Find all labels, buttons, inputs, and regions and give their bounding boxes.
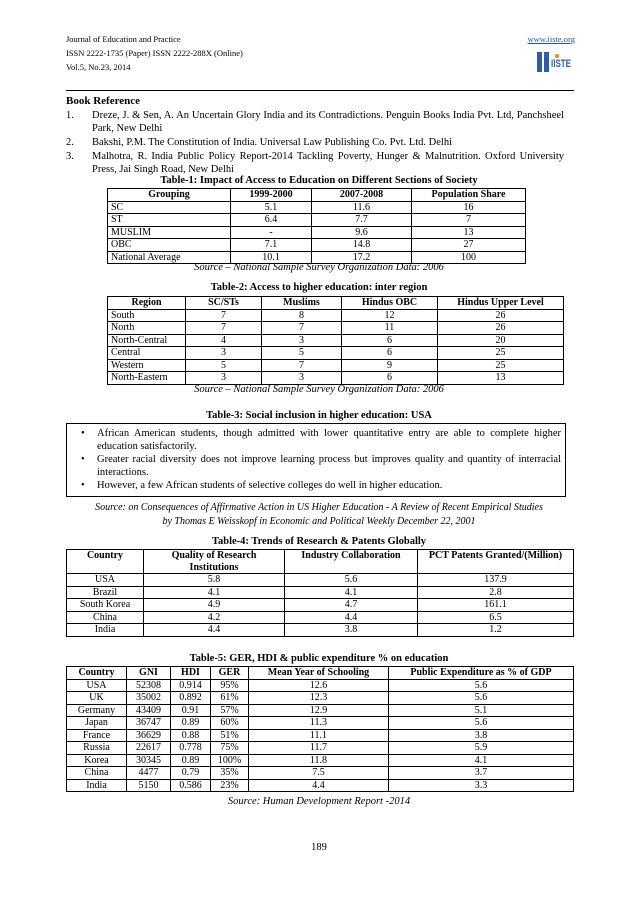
table-cell: 5.6 [285, 574, 418, 587]
column-header: Mean Year of Schooling [249, 667, 389, 680]
table5-caption: Table-5: GER, HDI & public expenditure % on education [189, 653, 449, 664]
bullet-icon: • [81, 454, 85, 465]
table-cell: 100 [412, 251, 526, 264]
table-row [108, 322, 564, 335]
column-header: Country [67, 667, 127, 680]
column-header: Hindus OBC [342, 297, 438, 310]
table-cell: 3.8 [389, 729, 574, 742]
issn-line: ISSN 2222-1735 (Paper) ISSN 2222-288X (Online) [66, 48, 243, 58]
table-row [67, 717, 574, 730]
table-cell: Korea [67, 754, 127, 767]
table-cell: Central [108, 347, 186, 360]
table-cell: 9 [342, 359, 438, 372]
table-cell: 7 [186, 309, 262, 322]
bullet-icon: • [81, 428, 85, 439]
iiste-logo [535, 50, 573, 74]
table2 [107, 296, 564, 385]
table-row [108, 334, 564, 347]
table-cell: 5.1 [231, 201, 312, 214]
column-header: SC/STs [186, 297, 262, 310]
table-cell: 27 [412, 239, 526, 252]
list-item-text: Greater racial diversity does not improve learning process but improves quality and quantity of interracial interactions. [97, 454, 561, 478]
table-cell: 3.3 [389, 779, 574, 792]
table-cell: 161.1 [418, 599, 574, 612]
column-header: GNI [127, 667, 171, 680]
table-cell: 0.89 [171, 717, 211, 730]
table-row [67, 624, 574, 637]
column-header: Country [67, 550, 144, 574]
table-cell: 16 [412, 201, 526, 214]
table-cell: 4.7 [285, 599, 418, 612]
reference-item [66, 109, 564, 135]
table-cell: India [67, 624, 144, 637]
table-cell: 100% [211, 754, 249, 767]
list-item [67, 453, 565, 479]
table-cell: 0.89 [171, 754, 211, 767]
list-item-text: However, a few African students of selective colleges do well in higher education. [97, 480, 443, 491]
table-cell: Germany [67, 704, 127, 717]
reference-number: 3. [66, 151, 74, 162]
table-cell: 61% [211, 692, 249, 705]
table-cell: 4.4 [249, 779, 389, 792]
table2-caption: Table-2: Access to higher education: inter region [210, 282, 428, 293]
table3-box [66, 423, 566, 497]
table-cell: North-Central [108, 334, 186, 347]
table-cell: 3 [186, 372, 262, 385]
table-cell: 137.9 [418, 574, 574, 587]
table-cell: 5.6 [389, 679, 574, 692]
table-cell: 6 [342, 334, 438, 347]
table-cell: 4477 [127, 767, 171, 780]
column-header: 2007-2008 [312, 189, 412, 202]
list-item [67, 427, 565, 453]
table5 [66, 666, 574, 792]
table1-source: Source – National Sample Survey Organization Data: 2006 [194, 262, 444, 273]
list-item-text: African American students, though admitted with lower quantitative entry are able to complete higher education satisfactorily. [97, 428, 561, 452]
table-cell: India [67, 779, 127, 792]
table-cell: Japan [67, 717, 127, 730]
table-row [67, 754, 574, 767]
table-cell: OBC [108, 239, 231, 252]
reference-item [66, 136, 564, 149]
table-cell: USA [67, 679, 127, 692]
table-cell: 6 [342, 372, 438, 385]
table-row [108, 359, 564, 372]
table-header-row [108, 189, 526, 202]
table-cell: 0.778 [171, 742, 211, 755]
table-cell: Western [108, 359, 186, 372]
table-cell: 52308 [127, 679, 171, 692]
column-header: Quality of Research Institutions [144, 550, 285, 574]
column-header: Population Share [412, 189, 526, 202]
table-cell: 60% [211, 717, 249, 730]
table-cell: 26 [438, 309, 564, 322]
table-cell: 6.4 [231, 214, 312, 227]
table-cell: 11.6 [312, 201, 412, 214]
table-cell: 5.1 [389, 704, 574, 717]
table-cell: - [231, 226, 312, 239]
column-header: Hindus Upper Level [438, 297, 564, 310]
table-cell: 7.1 [231, 239, 312, 252]
table-cell: 6 [342, 347, 438, 360]
volume-line: Vol.5, No.23, 2014 [66, 62, 131, 72]
table-row [67, 767, 574, 780]
table-cell: UK [67, 692, 127, 705]
column-header: Public Expenditure as % of GDP [389, 667, 574, 680]
table-cell: 3 [262, 372, 342, 385]
table-cell: China [67, 611, 144, 624]
reference-text: Dreze, J. & Sen, A. An Uncertain Glory India and its Contradictions. Penguin Books India Pvt. Ltd, Panchsheel Park, New Delhi [92, 110, 564, 134]
table-cell: 36629 [127, 729, 171, 742]
table-cell: 35002 [127, 692, 171, 705]
table-cell: Russia [67, 742, 127, 755]
table-row [108, 372, 564, 385]
table-cell: 11.3 [249, 717, 389, 730]
table-cell: 5.8 [144, 574, 285, 587]
table-cell: 4.1 [144, 586, 285, 599]
table-cell: 3.7 [389, 767, 574, 780]
column-header: Industry Collaboration [285, 550, 418, 574]
table-row [108, 201, 526, 214]
table-cell: 75% [211, 742, 249, 755]
table-cell: 51% [211, 729, 249, 742]
table-cell: 11.8 [249, 754, 389, 767]
table-cell: Brazil [67, 586, 144, 599]
table-cell: 0.79 [171, 767, 211, 780]
table-row [67, 599, 574, 612]
table-cell: SC [108, 201, 231, 214]
table-cell: USA [67, 574, 144, 587]
table-row [67, 586, 574, 599]
table-cell: 23% [211, 779, 249, 792]
table-row [108, 239, 526, 252]
table1-caption: Table-1: Impact of Access to Education on Different Sections of Society [160, 175, 478, 186]
table-cell: 3.8 [285, 624, 418, 637]
table-cell: MUSLIM [108, 226, 231, 239]
table-cell: 95% [211, 679, 249, 692]
table-cell: 11.1 [249, 729, 389, 742]
table-cell: 17.2 [312, 251, 412, 264]
table-cell: 0.586 [171, 779, 211, 792]
column-header: PCT Patents Granted/(Million) [418, 550, 574, 574]
book-reference-heading: Book Reference [66, 95, 141, 107]
table3-caption: Table-3: Social inclusion in higher education: USA [206, 410, 432, 421]
table-header-row [108, 297, 564, 310]
table-cell: National Average [108, 251, 231, 264]
table-cell: 6.5 [418, 611, 574, 624]
table3-source-line1: Source: on Consequences of Affirmative Action in US Higher Education - A Review of Recent Empirical Studies [95, 502, 543, 513]
table-cell: 13 [438, 372, 564, 385]
table-cell: 57% [211, 704, 249, 717]
table-cell: 7 [186, 322, 262, 335]
table-cell: 26 [438, 322, 564, 335]
table-cell: 2.8 [418, 586, 574, 599]
table5-source: Source: Human Development Report -2014 [227, 796, 411, 807]
reference-number: 1. [66, 110, 74, 121]
table-cell: 7.7 [312, 214, 412, 227]
table-cell: 4.1 [285, 586, 418, 599]
table-cell: 12.6 [249, 679, 389, 692]
table-cell: 5.6 [389, 692, 574, 705]
reference-text: Bakshi, P.M. The Constitution of India. Universal Law Publishing Co. Pvt. Ltd. Delhi [92, 137, 453, 148]
reference-item [66, 150, 564, 176]
table-cell: 7 [262, 322, 342, 335]
column-header: Region [108, 297, 186, 310]
table-cell: South [108, 309, 186, 322]
table-cell: 4.4 [285, 611, 418, 624]
table-row [108, 226, 526, 239]
table-cell: 10.1 [231, 251, 312, 264]
reference-number: 2. [66, 137, 74, 148]
column-header: Muslims [262, 297, 342, 310]
table-row [67, 729, 574, 742]
table-row [67, 692, 574, 705]
table-row [108, 214, 526, 227]
table-cell: 3 [186, 347, 262, 360]
reference-text: Malhotra, R. India Public Policy Report-2014 Tackling Poverty, Hunger & Malnutrition. Oxford University Press, Jai Singh Road, New Delhi [92, 151, 564, 175]
table-cell: 22617 [127, 742, 171, 755]
column-header: HDI [171, 667, 211, 680]
table1 [107, 188, 526, 264]
table-cell: 11 [342, 322, 438, 335]
table-cell: 25 [438, 347, 564, 360]
table-cell: 4.9 [144, 599, 285, 612]
table-cell: South Korea [67, 599, 144, 612]
journal-url-link[interactable]: www.iiste.org [527, 34, 575, 44]
table-cell: 0.892 [171, 692, 211, 705]
table-row [108, 309, 564, 322]
table-cell: 12.3 [249, 692, 389, 705]
table-cell: 4 [186, 334, 262, 347]
table-cell: 4.2 [144, 611, 285, 624]
bullet-icon: • [81, 480, 85, 491]
table-row [67, 779, 574, 792]
table-cell: 5150 [127, 779, 171, 792]
table3-source-line2: by Thomas E Weisskopf in Economic and Political Weekly December 22, 2001 [162, 516, 476, 527]
table-cell: 43409 [127, 704, 171, 717]
table-cell: 9.6 [312, 226, 412, 239]
column-header: 1999-2000 [231, 189, 312, 202]
table-row [108, 347, 564, 360]
table-row [67, 742, 574, 755]
table-cell: 7 [262, 359, 342, 372]
table-row [67, 704, 574, 717]
table-cell: 0.914 [171, 679, 211, 692]
table-cell: North-Eastern [108, 372, 186, 385]
table-cell: 7 [412, 214, 526, 227]
journal-name: Journal of Education and Practice [66, 34, 181, 44]
column-header: Grouping [108, 189, 231, 202]
table-row [67, 611, 574, 624]
table-cell: France [67, 729, 127, 742]
table-cell: 30345 [127, 754, 171, 767]
svg-text:IISTE: IISTE [551, 58, 571, 70]
table-cell: 4.4 [144, 624, 285, 637]
table-cell: 4.1 [389, 754, 574, 767]
table-cell: 0.88 [171, 729, 211, 742]
table-cell: 3 [262, 334, 342, 347]
table-header-row [67, 667, 574, 680]
table-cell: China [67, 767, 127, 780]
table-cell: 5.9 [389, 742, 574, 755]
table-cell: ST [108, 214, 231, 227]
table-cell: 1.2 [418, 624, 574, 637]
table-cell: 8 [262, 309, 342, 322]
table-cell: North [108, 322, 186, 335]
table-cell: 36747 [127, 717, 171, 730]
table-cell: 0.91 [171, 704, 211, 717]
table-cell: 5 [262, 347, 342, 360]
header-divider [66, 90, 574, 91]
table-cell: 11.7 [249, 742, 389, 755]
table-header-row [67, 550, 574, 574]
table-cell: 12.9 [249, 704, 389, 717]
table-cell: 14.8 [312, 239, 412, 252]
table4 [66, 549, 574, 637]
table-cell: 25 [438, 359, 564, 372]
table-row [67, 679, 574, 692]
list-item [67, 479, 565, 492]
table-cell: 35% [211, 767, 249, 780]
table-cell: 12 [342, 309, 438, 322]
table4-caption: Table-4: Trends of Research & Patents Globally [211, 536, 427, 547]
page-number: 189 [311, 842, 327, 853]
table-cell: 20 [438, 334, 564, 347]
table-cell: 5 [186, 359, 262, 372]
table2-source: Source – National Sample Survey Organization Data: 2006 [194, 384, 444, 395]
table-cell: 5.6 [389, 717, 574, 730]
table-cell: 7.5 [249, 767, 389, 780]
table-cell: 13 [412, 226, 526, 239]
table-row [67, 574, 574, 587]
column-header: GER [211, 667, 249, 680]
